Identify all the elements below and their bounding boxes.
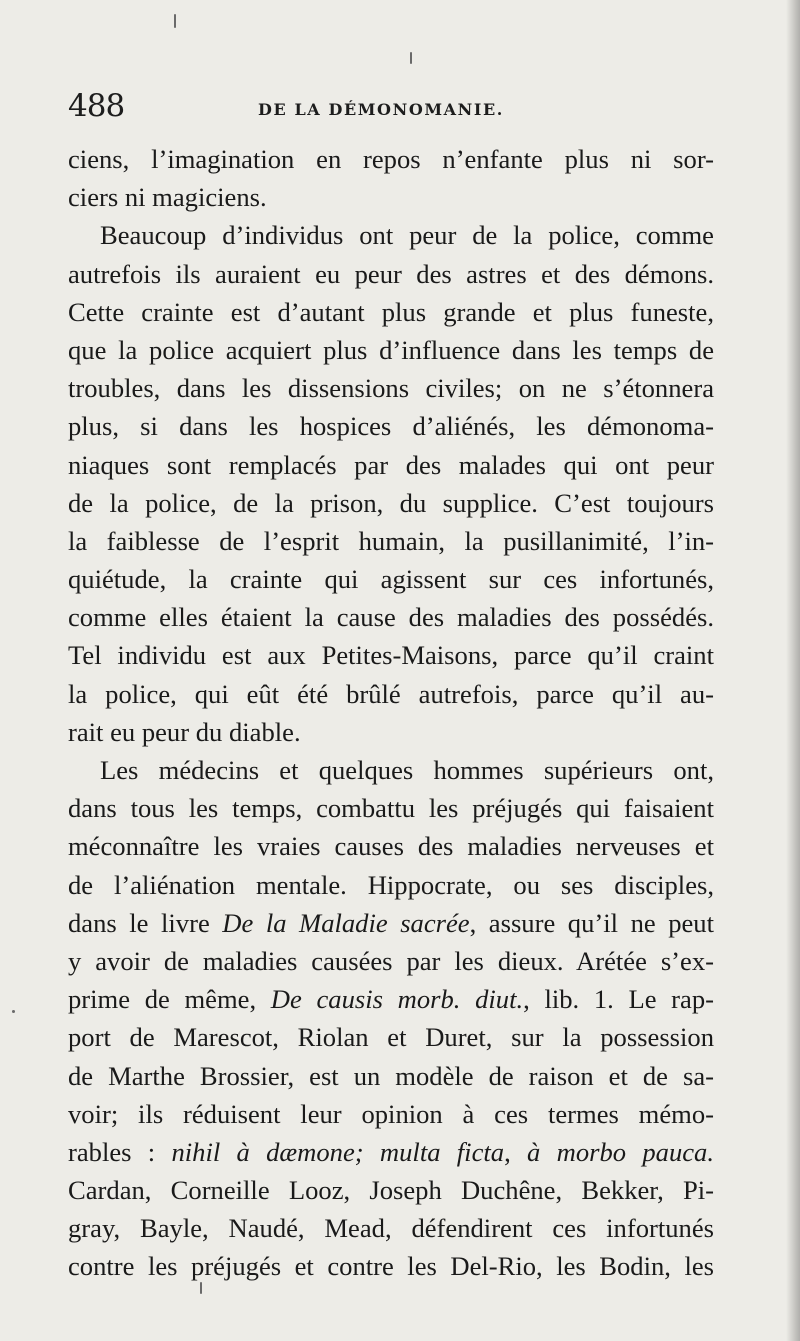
- page-number: 488: [68, 88, 125, 124]
- text-line: [68, 1133, 714, 1171]
- text-segment: Beaucoup d’individus ont peur de la police, comme: [100, 220, 714, 251]
- text-segment: dans tous les temps, combattu les préjugés qui faisaient: [68, 793, 714, 824]
- text-line: [68, 980, 714, 1018]
- text-segment: Les médecins et quelques hommes supérieurs ont,: [100, 755, 714, 785]
- running-head: DE LA DÉMONOMANIE.: [258, 100, 504, 119]
- text-line: [68, 255, 714, 293]
- text-segment: de la police, de la prison, du supplice. C’est toujours: [68, 487, 714, 518]
- body-text: [68, 140, 714, 1286]
- text-line: [68, 1209, 714, 1247]
- text-line: [68, 369, 714, 407]
- text-line: [68, 1247, 714, 1285]
- text-line: [68, 1057, 714, 1095]
- text-line: [68, 331, 714, 369]
- text-segment: comme elles étaient la cause des maladies des possédés.: [68, 602, 714, 633]
- text-segment: la faiblesse de l’esprit humain, la pusillanimité, l’in-: [68, 525, 714, 556]
- italic-text: De causis morb. diut.: [270, 984, 524, 1015]
- text-segment: ciens, l’imagination en repos n’enfante plus ni sor-: [68, 144, 714, 174]
- italic-text: nihil à dæmone; multa ficta: [171, 1136, 505, 1167]
- page-header: [68, 88, 718, 128]
- text-segment: ciers ni magiciens.: [68, 182, 267, 213]
- text-line: [68, 636, 714, 674]
- ink-speck: [12, 1010, 15, 1013]
- text-segment: de l’aliénation mentale. Hippocrate, ou ses disciples,: [68, 869, 714, 900]
- text-segment: autrefois ils auraient eu peur des astres et des démons.: [68, 258, 714, 289]
- text-line: [68, 751, 714, 789]
- text-segment: gray, Bayle, Naudé, Mead, défendirent ces infortunés: [68, 1213, 714, 1244]
- text-segment: port de Marescot, Riolan et Duret, sur la possession: [68, 1022, 714, 1053]
- text-line: [68, 140, 714, 178]
- text-segment: niaques sont remplacés par des malades qui ont peur: [68, 449, 714, 480]
- text-segment: rables :: [68, 1136, 172, 1167]
- text-line: [68, 216, 714, 254]
- text-segment: , assure qu’il ne peut: [469, 907, 714, 938]
- text-line: [68, 446, 714, 484]
- text-line: [68, 866, 714, 904]
- text-line: [68, 293, 714, 331]
- text-line: [68, 522, 714, 560]
- text-segment: ,: [504, 1136, 528, 1167]
- text-segment: la police, qui eût été brûlé autrefois, parce qu’il au-: [68, 678, 714, 709]
- text-segment: prime de même,: [68, 984, 271, 1015]
- text-segment: quiétude, la crainte qui agissent sur ces infortunés,: [68, 564, 714, 595]
- text-line: [68, 1095, 714, 1133]
- text-segment: , lib. 1. Le rap-: [523, 984, 714, 1015]
- ink-speck: [200, 1282, 202, 1294]
- text-segment: Cardan, Corneille Looz, Joseph Duchêne, Bekker, Pi-: [68, 1175, 714, 1206]
- ink-speck: [410, 52, 412, 64]
- text-line: [68, 407, 714, 445]
- text-line: [68, 713, 714, 751]
- text-segment: contre les préjugés et contre les Del-Rio, les Bodin, les: [68, 1251, 714, 1282]
- text-segment: méconnaître les vraies causes des maladies nerveuses et: [68, 831, 714, 862]
- text-segment: y avoir de maladies causées par les dieux. Arétée s’ex-: [68, 945, 714, 976]
- ink-speck: [174, 14, 176, 28]
- text-line: [68, 827, 714, 865]
- text-line: [68, 675, 714, 713]
- text-segment: troubles, dans les dissensions civiles; on ne s’étonnera: [68, 373, 714, 404]
- text-line: [68, 1018, 714, 1056]
- text-segment: Tel individu est aux Petites-Maisons, parce qu’il craint: [68, 640, 714, 671]
- italic-text: à morbo pauca.: [527, 1136, 714, 1167]
- italic-text: De la Maladie sacrée: [222, 907, 470, 938]
- text-line: [68, 484, 714, 522]
- text-line: [68, 1171, 714, 1209]
- text-line: [68, 178, 714, 216]
- text-line: [68, 598, 714, 636]
- text-segment: dans le livre: [68, 907, 223, 938]
- page-edge-shadow: [786, 0, 800, 1341]
- text-line: [68, 942, 714, 980]
- text-segment: de Marthe Brossier, est un modèle de raison et de sa-: [68, 1060, 714, 1091]
- text-line: [68, 904, 714, 942]
- text-segment: plus, si dans les hospices d’aliénés, les démonoma-: [68, 411, 714, 442]
- text-line: [68, 560, 714, 598]
- text-line: [68, 789, 714, 827]
- text-segment: Cette crainte est d’autant plus grande et plus funeste,: [68, 296, 714, 327]
- text-segment: rait eu peur du diable.: [68, 716, 301, 747]
- text-segment: voir; ils réduisent leur opinion à ces termes mémo-: [68, 1098, 714, 1129]
- text-segment: que la police acquiert plus d’influence dans les temps de: [68, 334, 714, 365]
